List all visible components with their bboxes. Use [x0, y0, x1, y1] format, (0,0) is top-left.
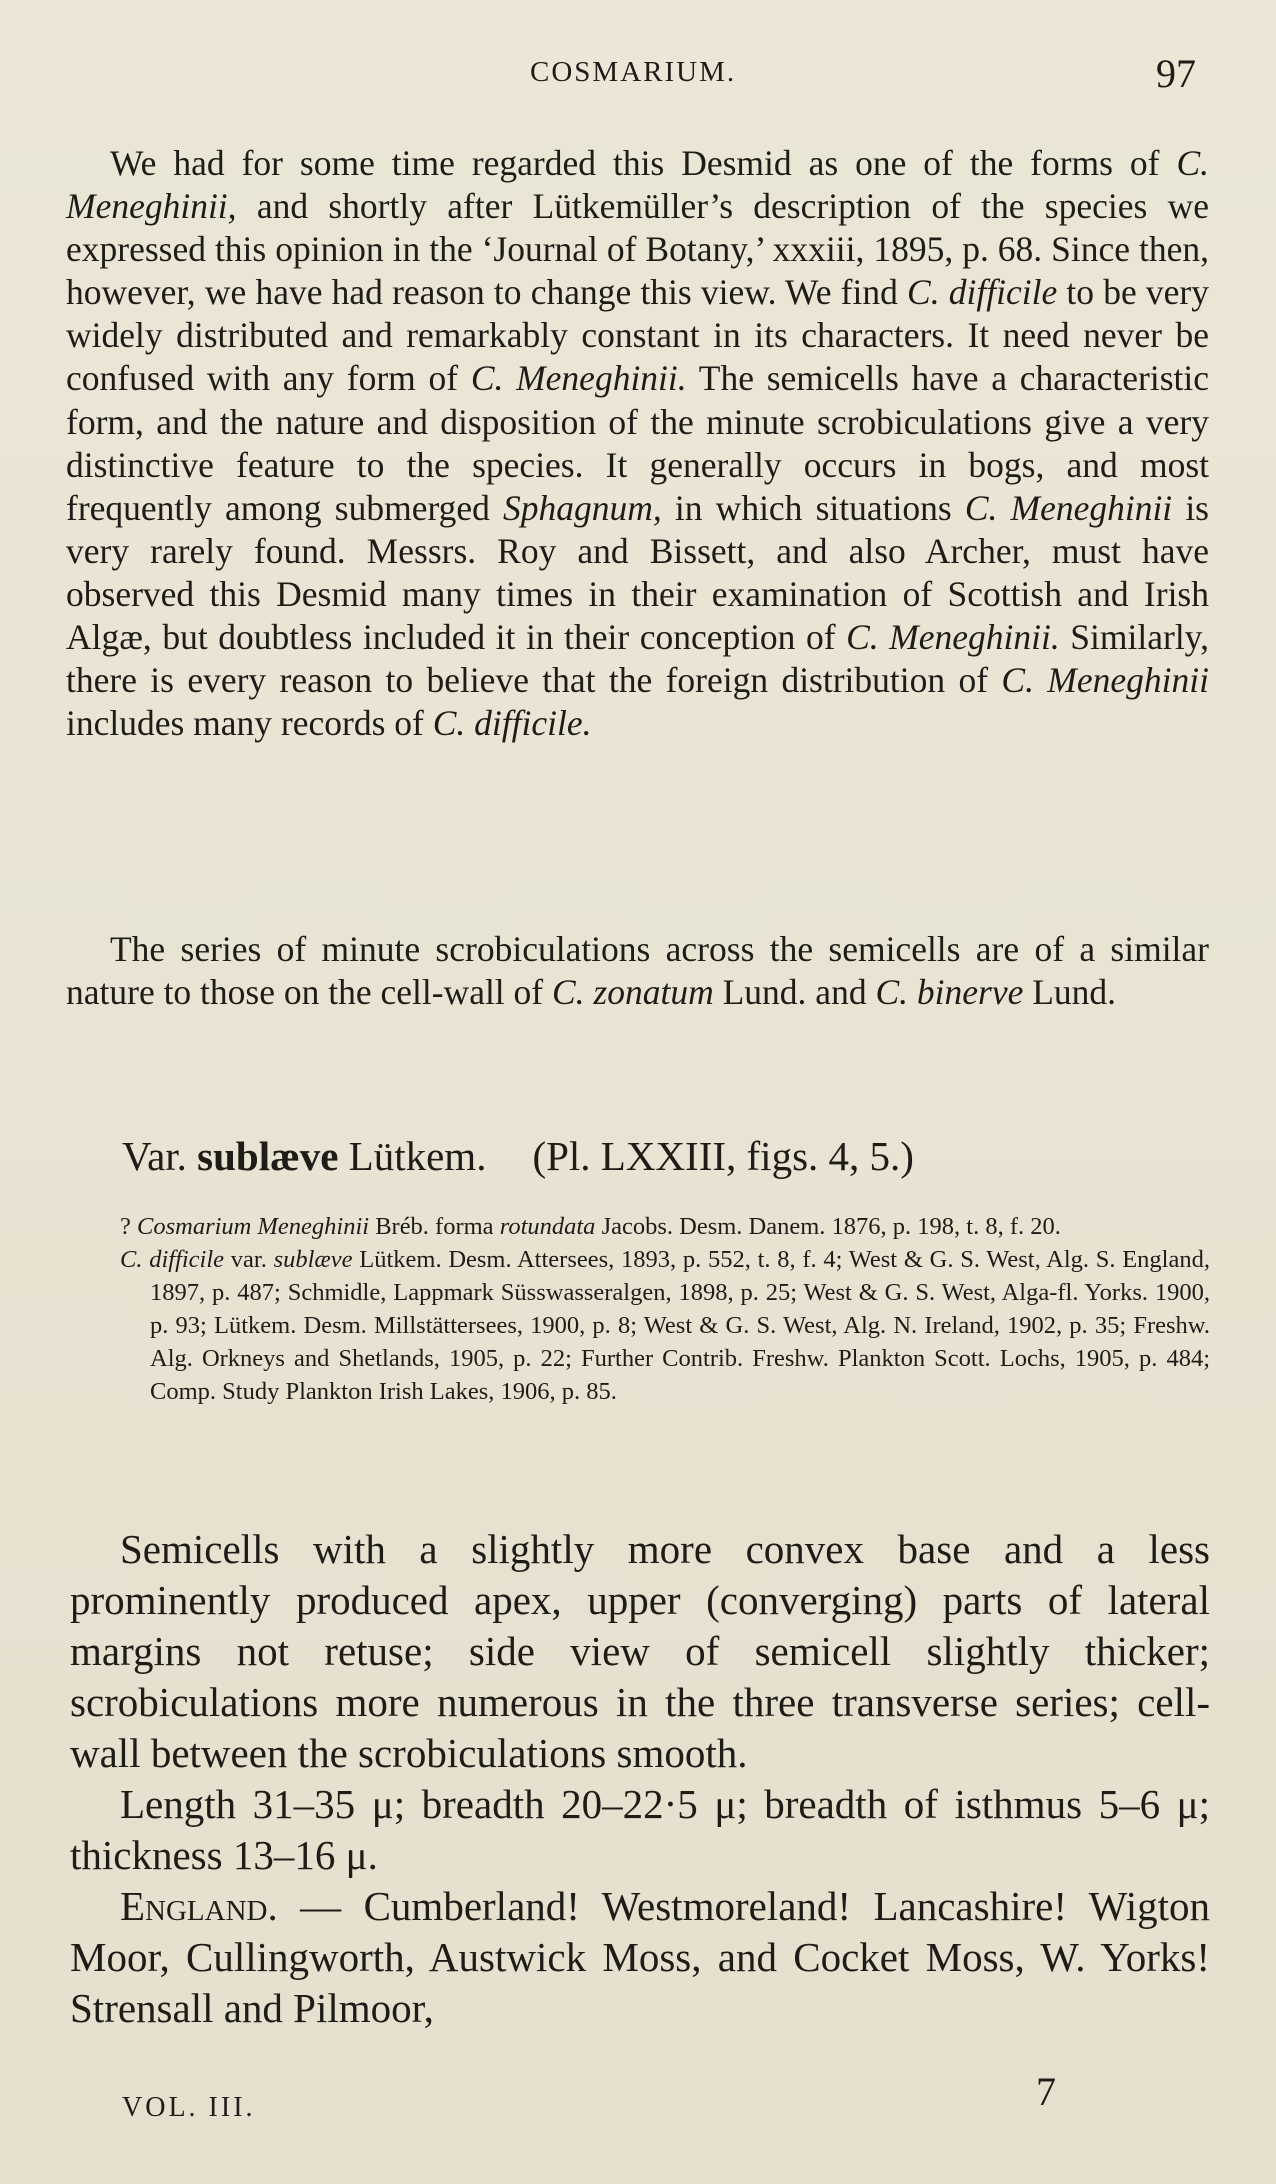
italic-run: C. binerve	[875, 972, 1024, 1013]
italic-run: C. zonatum	[552, 972, 714, 1013]
variety-prefix: Var.	[122, 1133, 198, 1179]
variety-description	[70, 1524, 1210, 2034]
signature-mark: 7	[1036, 2069, 1056, 2114]
italic-run: C. difficile	[120, 1246, 225, 1273]
text-run: Lund. and	[713, 972, 876, 1013]
text-run: Lütkem. Desm. Attersees, 1893, p. 552, t. 8, f. 4; West & G. S. West, Alg. S. England, 1897, p. 487; Schmidle, Lappmark Süsswasseralgen, 1898, p. 25; West & G. S. West, Alga-fl. Yorks. 1900, p. 93; Lütkem. Desm. Millstättersees, 1900, p. 8; West & G. S. West, Alg. N. Ireland, 1902, p. 35; Freshw. Alg. Orkneys and Shetlands, 1905, p. 22; Further Contrib. Freshw. Plankton Scott. Lochs, 1905, p. 484; Comp. Study Plankton Irish Lakes, 1906, p. 85.	[150, 1246, 1210, 1405]
italic-run: Sphagnum,	[503, 487, 662, 528]
synonymy-entry-1	[120, 1210, 1210, 1243]
text-run: The semicells have a characteristic form, and the nature and disposition of the minute scrobiculations give a very distinctive feature to the species. It generally occurs in bogs, and most frequently among submerged	[66, 358, 1210, 528]
italic-run: Cosmarium Meneghinii	[137, 1213, 370, 1240]
italic-run: C. Meneghinii.	[470, 358, 687, 399]
text-run: to be very widely distributed and remarkably constant in its characters. It need never be confused with any form of	[66, 272, 1210, 399]
italic-run: C. difficile	[907, 272, 1058, 313]
text-run: in which situations	[661, 487, 965, 528]
discussion-p1-text	[66, 142, 1209, 745]
text-run: is very rarely found. Messrs. Roy and Bissett, and also Archer, must have observed this Desmid many times in their examination of Scottish and Irish Algæ, but doubtless included it in their conception of	[66, 487, 1210, 658]
text-run: and shortly after Lütkemüller’s description of the species we expressed this opinion in the ‘Journal of Botany,’ xxxiii, 1895, p. 68. Since then, however, we have had reason to change this view. We find	[66, 186, 1209, 313]
italic-run: C. difficile.	[432, 703, 592, 744]
italic-run: C. Meneghinii.	[846, 617, 1060, 658]
plate-reference: (Pl. LXXIII, figs. 4, 5.)	[532, 1133, 914, 1179]
text-run: ?	[120, 1213, 137, 1240]
italic-run: C. Meneghinii	[964, 487, 1173, 528]
variety-author: Lütkem.	[338, 1133, 487, 1179]
text-run: Bréb. forma	[369, 1213, 500, 1240]
page-header	[0, 52, 1276, 102]
text-run: Similarly, there is every reason to believe that the foreign distribution of	[66, 617, 1209, 701]
synonymy-list	[120, 1210, 1210, 1408]
discussion-p2-text	[66, 928, 1209, 1014]
discussion-paragraph-1	[66, 142, 1209, 745]
italic-run: sublæve	[273, 1246, 353, 1273]
italic-run: rotundata	[499, 1213, 596, 1240]
italic-run: C. Meneghinii,	[66, 143, 1209, 227]
synonymy-entry-2	[120, 1243, 1210, 1408]
description-text: Semicells with a slightly more convex base and a less prominently produced apex, upper (converging) parts of lateral margins not retuse; side view of semicell slightly thicker; scrobiculations more numerous in the three transverse series; cell-wall between the scrobiculations smooth.	[70, 1526, 1210, 1776]
running-head: COSMARIUM.	[530, 56, 737, 88]
text-run: var.	[224, 1246, 274, 1273]
discussion-paragraph-2	[66, 928, 1209, 1014]
text-run: includes many records of	[66, 703, 433, 744]
volume-mark: VOL. III.	[122, 2092, 256, 2123]
text-run: The series of minute scrobiculations across the semicells are of a similar nature to those on the cell-wall of	[66, 929, 1209, 1013]
text-run: We had for some time regarded this Desmid as one of the forms of	[110, 143, 1177, 183]
page-number: 97	[1156, 51, 1196, 96]
measurements-text: Length 31–35 μ; breadth 20–22·5 μ; breadth of isthmus 5–6 μ; thickness 13–16 μ.	[70, 1781, 1210, 1878]
text-run: Lund.	[1023, 972, 1117, 1013]
variety-name: sublæve	[197, 1133, 339, 1179]
region-label: England.	[120, 1883, 278, 1929]
distribution-text	[70, 1881, 1210, 2034]
distribution-localities: — Cumberland! Westmoreland! Lancashire! Wigton Moor, Cullingworth, Austwick Moss, and Cocket Moss, W. Yorks! Strensall and Pilmoor,	[70, 1883, 1210, 2031]
text-run: Jacobs. Desm. Danem. 1876, p. 198, t. 8, f. 20.	[595, 1213, 1061, 1240]
italic-run: C. Meneghinii	[1001, 660, 1209, 701]
variety-heading	[122, 1132, 914, 1180]
